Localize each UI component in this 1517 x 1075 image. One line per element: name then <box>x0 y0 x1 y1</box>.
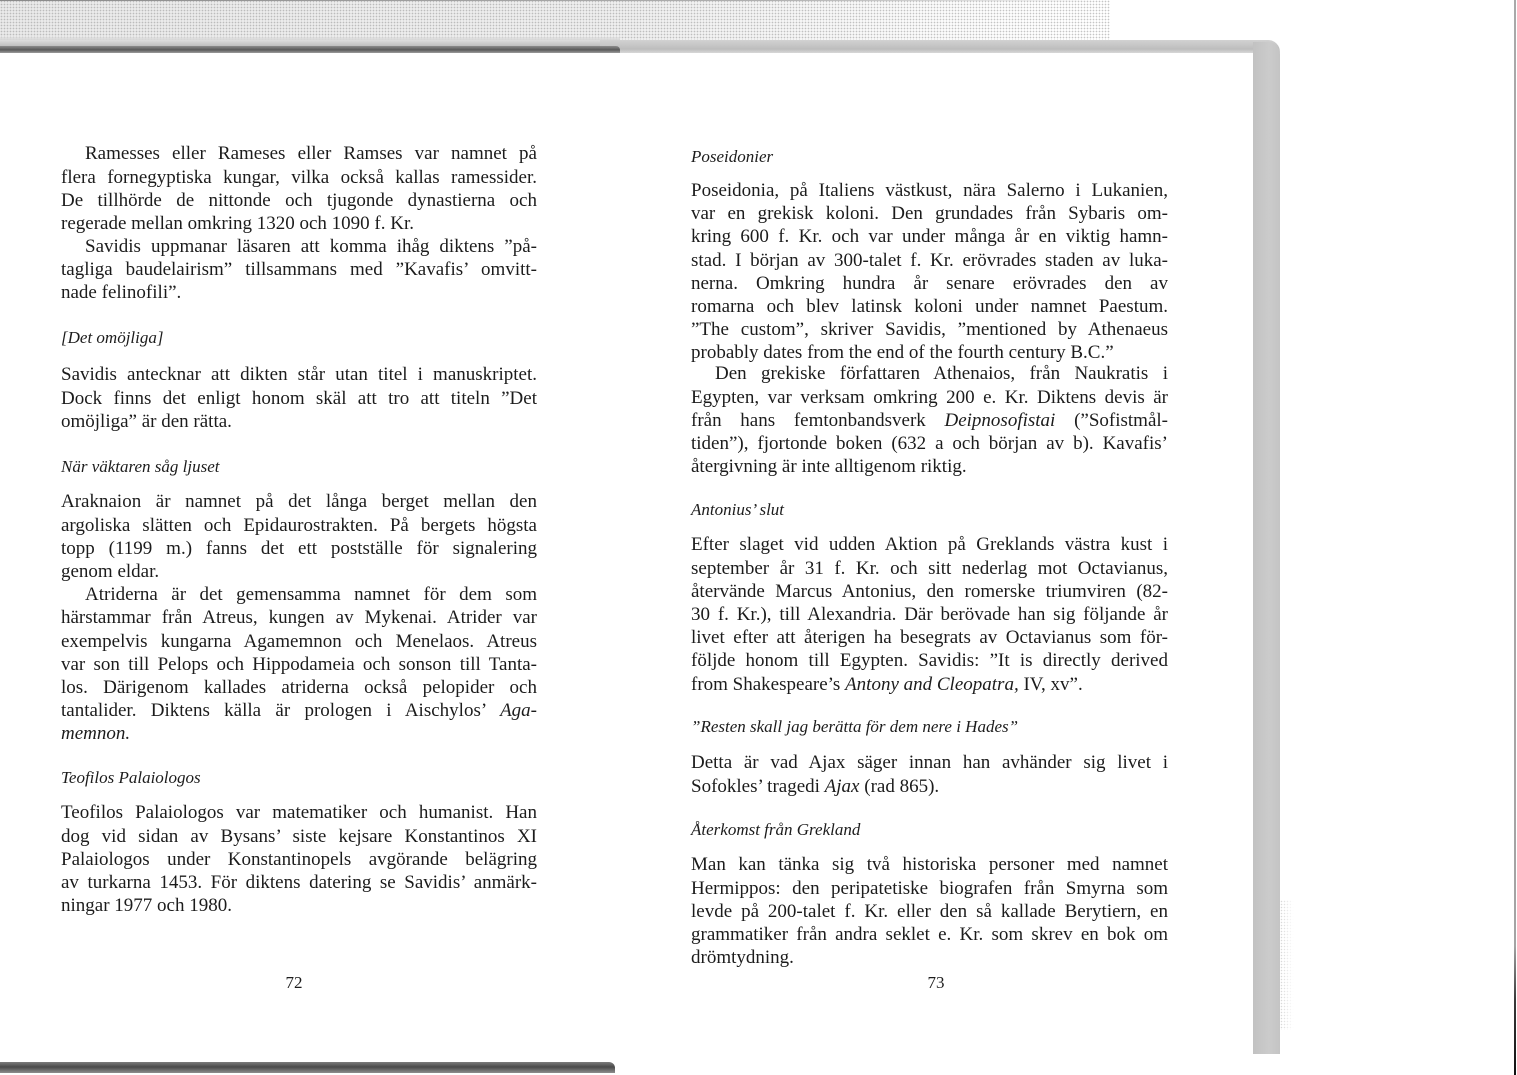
line-text: romarna och blev latinsk koloni under namnet Paestum. <box>691 295 1168 317</box>
text-line <box>61 166 537 189</box>
text-line <box>691 455 1168 478</box>
paragraph <box>61 801 537 917</box>
section-heading: ”Resten skall jag berätta för dem nere i Hades” <box>691 717 1019 737</box>
text-line <box>691 649 1168 672</box>
line-text: genom eldar. <box>61 560 160 582</box>
line-text: var en grekisk koloni. Den grundades från Sybaris om- <box>691 203 1168 225</box>
line-text: grammatiker från andra seklet e. Kr. som skrev en bok om <box>691 923 1168 945</box>
text-line <box>61 583 537 606</box>
page-edge-top-left <box>0 46 620 53</box>
line-text: De tillhörde de nittonde och tjugonde dynastierna och <box>61 189 537 211</box>
text-line <box>61 871 537 894</box>
text-line <box>691 557 1168 580</box>
text-line <box>61 189 537 212</box>
emphasized-title: Antony and Cleopatra, <box>845 673 1019 695</box>
line-text: Ramesses eller Rameses eller Ramses var namnet på <box>85 143 537 165</box>
line-text: Hermippos: den peripatetiske biografen från Smyrna som <box>691 877 1168 899</box>
line-text: Man kan tänka sig två historiska personer med namnet <box>691 854 1168 876</box>
scan-shade-top <box>0 37 620 47</box>
line-text: 30 f. Kr.), till Alexandria. Där berövade han sig följande år <box>691 603 1168 625</box>
text-line <box>691 626 1168 649</box>
text-line <box>61 560 537 583</box>
text-line <box>61 281 537 304</box>
line-text: Efter slaget vid udden Aktion på Greklands västra kust i <box>691 534 1168 556</box>
text-line <box>691 775 1168 798</box>
text-line <box>691 409 1168 432</box>
paragraph <box>61 583 537 745</box>
text-line <box>691 673 1168 696</box>
text-line <box>61 801 537 824</box>
paragraph <box>691 179 1168 365</box>
line-text: följde honom till Egypten. Savidis: ”It is directly derived <box>691 650 1168 672</box>
text-line <box>61 606 537 629</box>
line-text: topp (1199 m.) fanns det ett postställe för signalering <box>61 537 537 559</box>
text-line <box>61 699 537 722</box>
text-line <box>61 490 537 513</box>
text-segment: från hans femtonbandsverk <box>691 409 945 431</box>
text-line <box>61 630 537 653</box>
line-text: Den grekiske författaren Athenaios, från Naukratis i <box>715 363 1168 385</box>
line-text <box>691 776 939 797</box>
text-line <box>691 900 1168 923</box>
text-line <box>691 853 1168 876</box>
section-heading: [Det omöjliga] <box>61 328 164 348</box>
text-line <box>61 235 537 258</box>
line-text: drömtydning. <box>691 947 794 969</box>
text-line <box>61 363 537 386</box>
text-line <box>691 923 1168 946</box>
text-line <box>61 653 537 676</box>
line-text: nade felinofili”. <box>61 281 182 303</box>
line-text <box>691 410 1168 431</box>
text-segment: from Shakespeare’s <box>691 673 846 695</box>
emphasized-title: Deipnosofistai <box>944 409 1056 431</box>
paragraph <box>61 235 537 305</box>
line-text: probably dates from the end of the fourth century B.C.” <box>691 342 1114 364</box>
text-line <box>691 295 1168 318</box>
line-text: av turkarna 1453. För diktens datering se Savidis’ anmärk- <box>61 871 537 893</box>
line-text: dog vid sidan av Bysans’ siste kejsare Konstantinos XI <box>61 825 537 847</box>
text-line <box>691 225 1168 248</box>
text-line <box>691 946 1168 969</box>
page-number: 73 <box>927 973 945 992</box>
text-line <box>61 722 537 745</box>
text-segment: Sofokles’ tragedi <box>691 775 825 797</box>
line-text: Savidis uppmanar läsaren att komma ihåg diktens ”på- <box>85 235 537 257</box>
line-text: september år 31 f. Kr. och sitt nederlag mot Octavianus, <box>691 557 1168 579</box>
line-text: återgivning är inte alltigenom riktig. <box>691 456 967 478</box>
line-text: tiden”), fjortonde boken (632 a och början av b). Kavafis’ <box>691 432 1168 454</box>
line-text: var son till Pelops och Hippodameia och sonson till Tanta- <box>61 653 537 675</box>
paragraph <box>691 751 1168 797</box>
text-line <box>691 249 1168 272</box>
text-line <box>61 894 537 917</box>
paragraph <box>691 533 1168 695</box>
section-heading: Teofilos Palaiologos <box>61 768 201 788</box>
paragraph <box>61 490 537 583</box>
text-line <box>61 387 537 410</box>
emphasized-title: Aga- <box>500 700 537 722</box>
scan-edge-line-top <box>0 0 1100 1</box>
text-segment: (”Sofistmål- <box>1055 409 1168 431</box>
text-line <box>691 580 1168 603</box>
line-text: exempelvis kungarna Agamemnon och Menelaos. Atreus <box>61 630 537 652</box>
text-line <box>691 318 1168 341</box>
section-heading: Poseidonier <box>691 147 774 167</box>
paragraph <box>691 853 1168 969</box>
line-text: nerna. Omkring hundra år senare erövrades den av <box>691 272 1168 294</box>
text-line <box>691 603 1168 626</box>
text-line <box>61 825 537 848</box>
line-text: Dock finns det enligt honom skäl att tro att titeln ”Det <box>61 387 537 409</box>
scan-edge-line-right <box>1514 0 1516 1075</box>
line-text: livet efter att återigen ha besegrats av Octavianus som för- <box>691 627 1168 649</box>
text-line <box>691 341 1168 364</box>
line-text: levde på 200-talet f. Kr. eller den så kallade Berytiern, en <box>691 900 1168 922</box>
text-line <box>691 877 1168 900</box>
line-text: stad. I början av 300-talet f. Kr. erövrades staden av luka- <box>691 249 1168 271</box>
paragraph <box>691 362 1168 478</box>
text-line <box>61 537 537 560</box>
scan-speckle-right <box>1280 900 1294 1030</box>
line-text: regerade mellan omkring 1320 och 1090 f. Kr. <box>61 212 414 234</box>
text-segment: (rad 865). <box>859 775 940 797</box>
line-text <box>61 700 537 721</box>
line-text: kring 600 f. Kr. och var under många år en viktig hamn- <box>691 226 1168 248</box>
paragraph <box>61 142 537 235</box>
text-line <box>61 258 537 281</box>
line-text: Detta är vad Ajax säger innan han avhänder sig livet i <box>691 752 1168 774</box>
section-heading: När väktaren såg ljuset <box>61 457 220 477</box>
text-line <box>61 514 537 537</box>
line-text: Araknaion är namnet på det långa berget mellan den <box>61 491 537 513</box>
line-text: ”The custom”, skriver Savidis, ”mentioned by Athenaeus <box>691 319 1168 341</box>
page-edge-top-right <box>600 40 1280 53</box>
line-text: Palaiologos under Konstantinopels avgörande belägring <box>61 848 537 870</box>
text-line <box>61 848 537 871</box>
line-text: los. Därigenom kallades atriderna också pelopider och <box>61 676 537 698</box>
section-heading: Antonius’ slut <box>691 500 785 520</box>
emphasized-title: memnon. <box>61 723 131 745</box>
line-text: flera fornegyptiska kungar, vilka också kallas ramessider. <box>61 166 537 188</box>
text-line <box>61 676 537 699</box>
line-text: Poseidonia, på Italiens västkust, nära Salerno i Lukanien, <box>691 180 1168 201</box>
line-text: Teofilos Palaiologos var matematiker och humanist. Han <box>61 802 537 824</box>
line-text: Atriderna är det gemensamma namnet för dem som <box>85 584 537 606</box>
text-line <box>691 751 1168 774</box>
emphasized-title: Ajax <box>824 775 860 797</box>
page-edge-bottom-left <box>0 1062 615 1073</box>
text-line <box>691 533 1168 556</box>
line-text <box>691 674 1083 695</box>
text-line <box>691 202 1168 225</box>
line-text: Egypten, var verksam omkring 200 e. Kr. Diktens devis är <box>691 386 1168 408</box>
section-heading: Återkomst från Grekland <box>691 820 861 840</box>
line-text: argoliska slätten och Epidaurostrakten. På bergets högsta <box>61 514 537 536</box>
line-text: ningar 1977 och 1980. <box>61 895 232 917</box>
text-line <box>691 432 1168 455</box>
line-text: omöjliga” är den rätta. <box>61 410 232 432</box>
text-line <box>61 212 537 235</box>
paragraph <box>61 363 537 433</box>
text-line <box>691 272 1168 295</box>
text-line <box>61 410 537 433</box>
page-number: 72 <box>285 973 303 992</box>
page-edge-right <box>1253 42 1280 1054</box>
line-text <box>61 723 130 744</box>
text-line <box>691 179 1168 202</box>
text-line <box>61 142 537 165</box>
text-line <box>691 362 1168 385</box>
text-line <box>691 386 1168 409</box>
text-segment: IV, xv”. <box>1018 673 1083 695</box>
line-text: återvände Marcus Antonius, den romerske triumviren (82- <box>691 580 1168 602</box>
line-text: Savidis antecknar att dikten står utan titel i manuskriptet. <box>61 364 537 386</box>
line-text: tagliga baudelairism” tillsammans med ”Kavafis’ omvitt- <box>61 258 537 280</box>
scan-shadow-top <box>0 0 1110 40</box>
text-segment: tantalider. Diktens källa är prologen i Aischylos’ <box>61 700 501 722</box>
line-text: härstammar från Atreus, kungen av Mykenai. Atrider var <box>61 607 537 629</box>
